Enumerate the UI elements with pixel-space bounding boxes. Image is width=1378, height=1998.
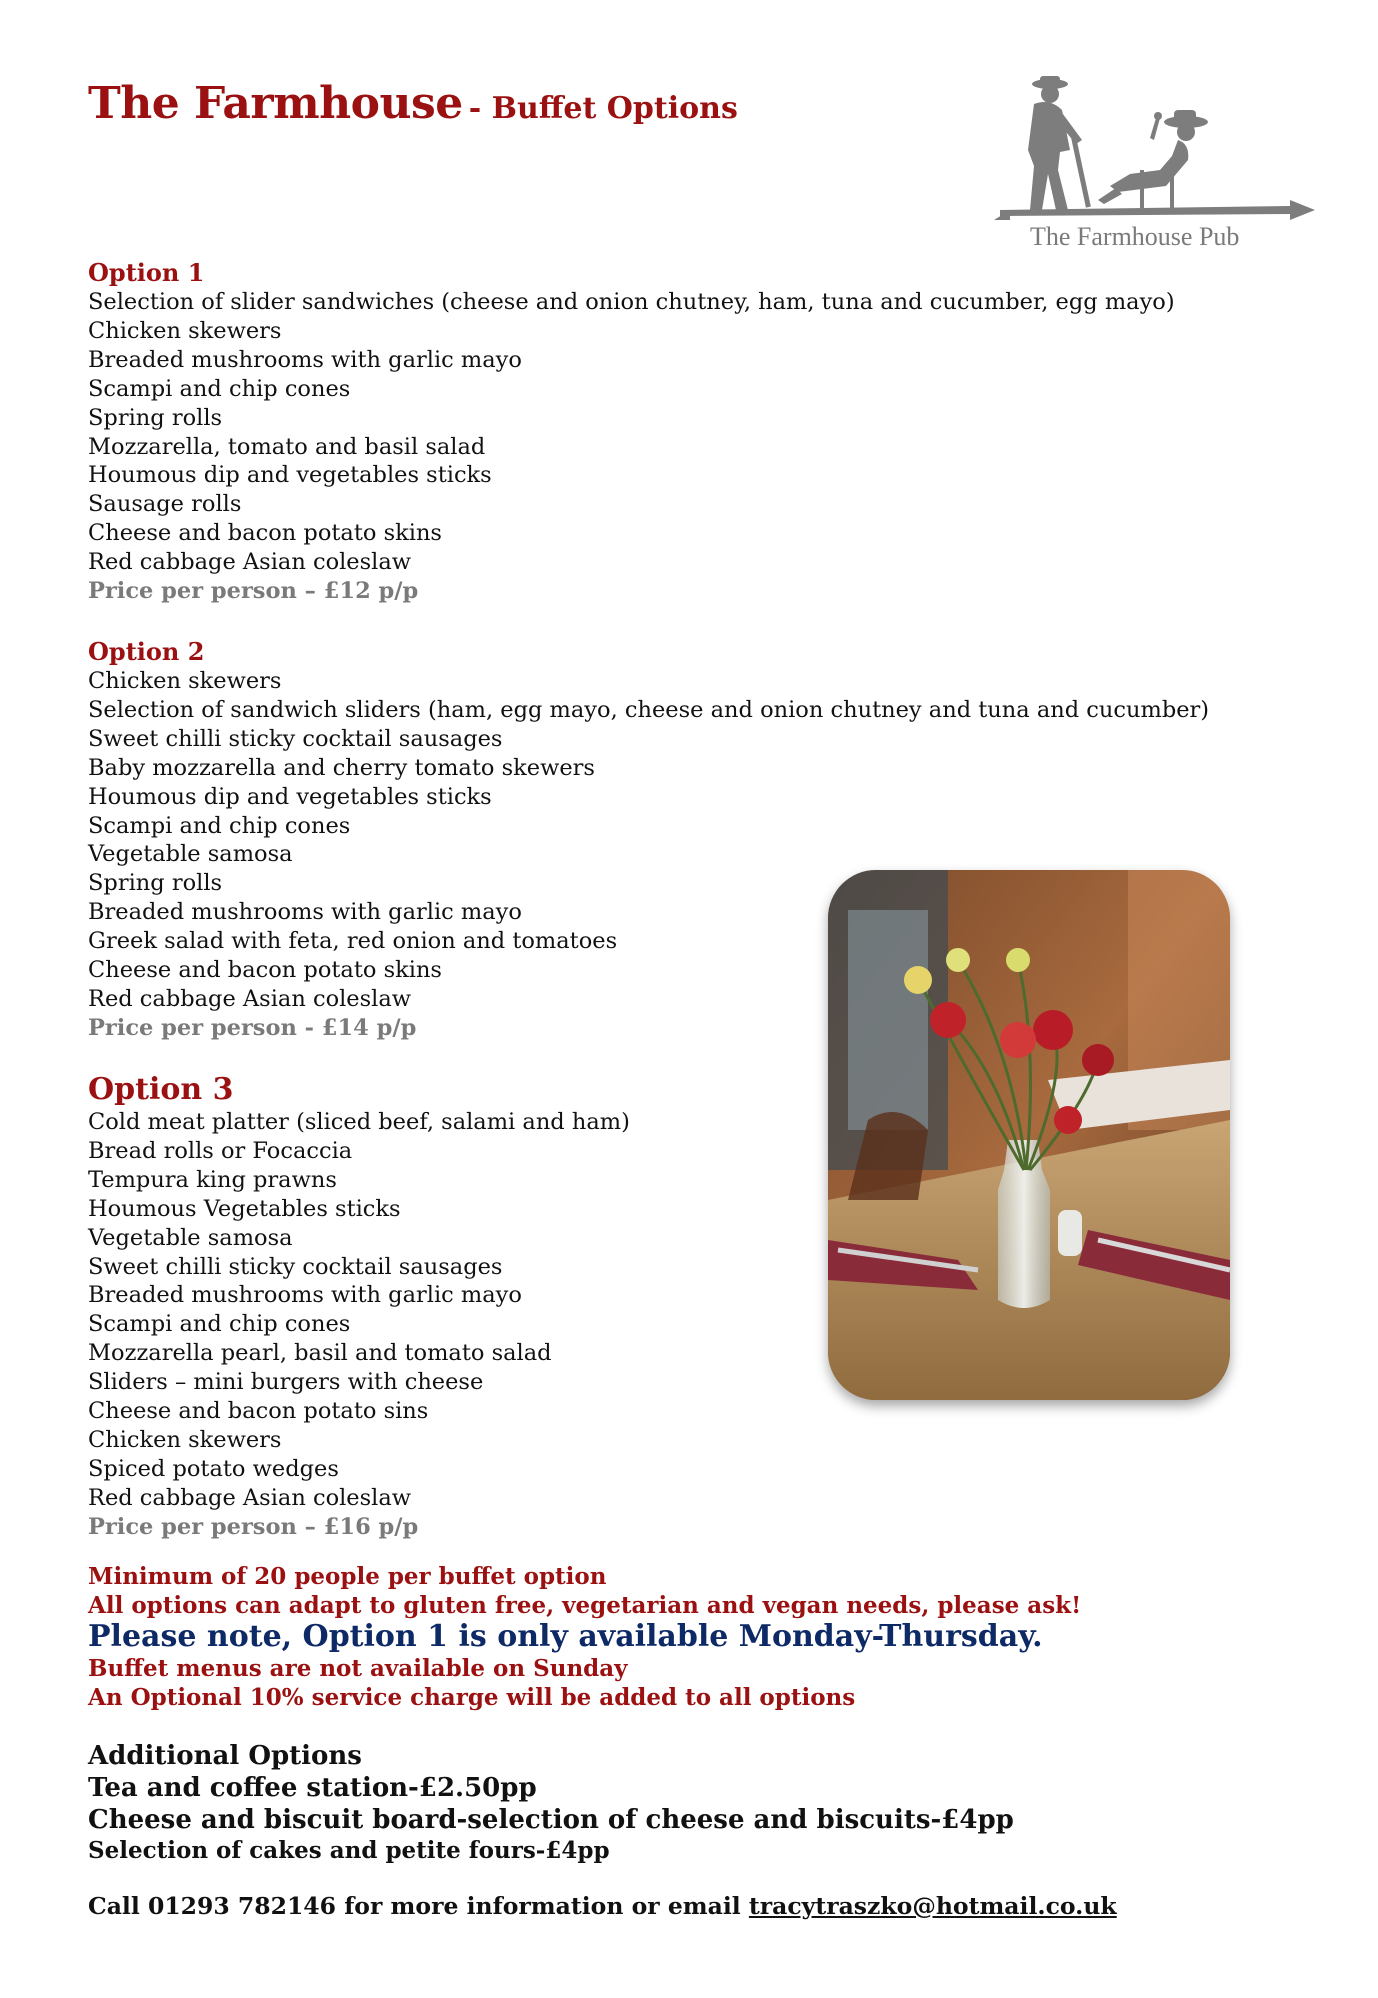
menu-item: Houmous Vegetables sticks xyxy=(88,1195,401,1222)
menu-item: Breaded mushrooms with garlic mayo xyxy=(88,1282,522,1309)
additional-item: Cheese and biscuit board-selection of cheese and biscuits-£4pp xyxy=(88,1805,1014,1835)
menu-item: Scampi and chip cones xyxy=(88,375,351,402)
option-2-price: Price per person - £14 p/p xyxy=(88,1014,417,1041)
menu-item: Breaded mushrooms with garlic mayo xyxy=(88,899,522,926)
minimum-note: Minimum of 20 people per buffet option xyxy=(88,1563,607,1590)
menu-item: Tempura king prawns xyxy=(88,1166,337,1193)
option1-availability-note: Please note, Option 1 is only available Monday-Thursday. xyxy=(88,1619,1043,1654)
menu-item: Scampi and chip cones xyxy=(88,1311,351,1338)
menu-item: Sweet chilli sticky cocktail sausages xyxy=(88,1253,503,1280)
menu-item: Spring rolls xyxy=(88,870,223,897)
logo-text: The Farmhouse Pub xyxy=(1030,222,1240,251)
additional-item: Tea and coffee station-£2.50pp xyxy=(88,1773,537,1803)
menu-item: Cold meat platter (sliced beef, salami and ham) xyxy=(88,1109,630,1135)
menu-item: Houmous dip and vegetables sticks xyxy=(88,462,492,489)
title-sub: - Buffet Options xyxy=(468,91,738,126)
contact-text: Call 01293 782146 for more information or email xyxy=(88,1892,749,1920)
menu-item: Vegetable samosa xyxy=(88,1224,293,1251)
menu-item: Scampi and chip cones xyxy=(88,812,351,839)
menu-item: Spring rolls xyxy=(88,404,223,431)
menu-item: Greek salad with feta, red onion and tomatoes xyxy=(88,928,618,955)
menu-item: Cheese and bacon potato skins xyxy=(88,520,442,547)
menu-item: Mozzarella, tomato and basil salad xyxy=(88,433,486,460)
service-charge-note: An Optional 10% service charge will be added to all options xyxy=(88,1684,856,1711)
menu-item: Mozzarella pearl, basil and tomato salad xyxy=(88,1340,552,1367)
option-1-price: Price per person – £12 p/p xyxy=(88,578,419,605)
flowers-vase-icon xyxy=(828,870,1230,1400)
menu-item: Chicken skewers xyxy=(88,1426,282,1453)
email-link[interactable]: tracytraszko@hotmail.co.uk xyxy=(748,1892,1117,1920)
menu-item: Breaded mushrooms with garlic mayo xyxy=(88,346,522,373)
menu-item: Red cabbage Asian coleslaw xyxy=(88,549,412,576)
title-main: The Farmhouse xyxy=(88,78,463,129)
dietary-note: All options can adapt to gluten free, vegetarian and vegan needs, please ask! xyxy=(88,1592,1082,1619)
option-3-heading: Option 3 xyxy=(88,1072,234,1107)
menu-item: Bread rolls or Focaccia xyxy=(88,1137,353,1164)
sunday-note: Buffet menus are not available on Sunday xyxy=(88,1655,628,1682)
menu-item: Baby mozzarella and cherry tomato skewers xyxy=(88,754,595,781)
menu-item: Chicken skewers xyxy=(88,668,282,694)
buffet-notes xyxy=(88,1562,1081,1712)
menu-item: Selection of sandwich sliders (ham, egg mayo, cheese and onion chutney and tuna and cucumber) xyxy=(88,696,1210,723)
option-1-heading: Option 1 xyxy=(88,258,205,287)
option-2-heading: Option 2 xyxy=(88,637,205,666)
menu-item: Houmous dip and vegetables sticks xyxy=(88,783,492,810)
table-flowers-photo xyxy=(828,870,1230,1400)
additional-item: Selection of cakes and petite fours-£4pp xyxy=(88,1837,610,1864)
option-3-price: Price per person – £16 p/p xyxy=(88,1513,419,1540)
contact-line xyxy=(88,1892,1117,1920)
option-3-section xyxy=(88,1072,630,1542)
menu-item: Spiced potato wedges xyxy=(88,1455,339,1482)
menu-item: Cheese and bacon potato sins xyxy=(88,1398,429,1425)
page-title xyxy=(88,78,738,129)
menu-item: Red cabbage Asian coleslaw xyxy=(88,985,412,1012)
menu-item: Sausage rolls xyxy=(88,491,242,518)
menu-item: Sliders – mini burgers with cheese xyxy=(88,1369,484,1396)
additional-heading: Additional Options xyxy=(88,1741,362,1771)
menu-item: Sweet chilli sticky cocktail sausages xyxy=(88,725,503,752)
additional-options xyxy=(88,1740,1014,1866)
menu-item: Cheese and bacon potato skins xyxy=(88,957,442,984)
menu-item: Selection of slider sandwiches (cheese and onion chutney, ham, tuna and cucumber, egg mayo) xyxy=(88,289,1175,315)
option-1-section xyxy=(88,258,1175,606)
menu-item: Red cabbage Asian coleslaw xyxy=(88,1484,412,1511)
menu-item: Chicken skewers xyxy=(88,317,282,344)
menu-item: Vegetable samosa xyxy=(88,841,293,868)
